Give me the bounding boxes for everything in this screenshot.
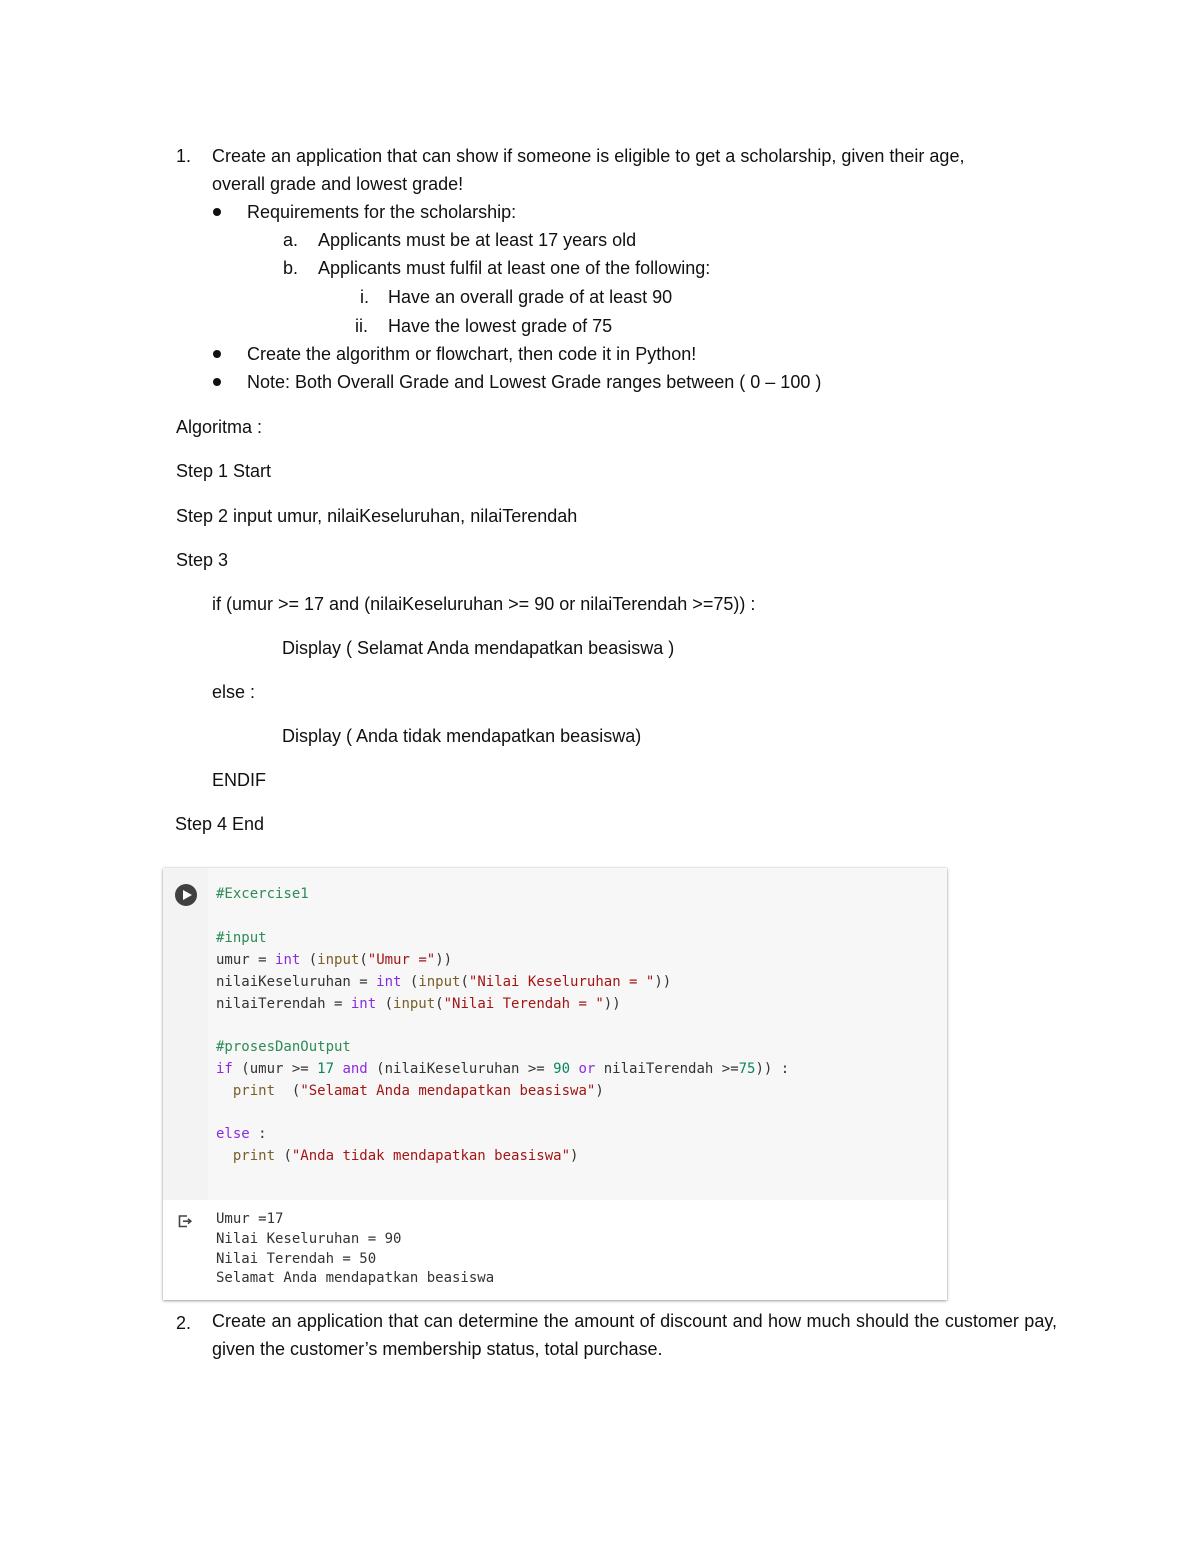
algorithm-display2: Display ( Anda tidak mendapatkan beasiswa) (282, 726, 642, 746)
q1-subsub-marker-i: i. (360, 287, 369, 307)
play-circle-icon[interactable] (175, 884, 197, 906)
code-comment-input: #input (216, 930, 267, 946)
bullet-icon (213, 208, 221, 216)
algorithm-step2: Step 2 input umur, nilaiKeseluruhan, nilaiTerendah (176, 506, 578, 526)
code-line-nilai-terendah: nilaiTerendah = int (input("Nilai Terendah = ")) (216, 996, 621, 1012)
algorithm-display1: Display ( Selamat Anda mendapatkan beasiswa ) (282, 638, 675, 658)
q1-text-line2: overall grade and lowest grade! (212, 174, 464, 194)
q1-subsub-item-i: Have an overall grade of at least 90 (388, 287, 673, 307)
q1-subsub-item-ii: Have the lowest grade of 75 (388, 316, 613, 336)
code-line-umur: umur = int (input("Umur =")) (216, 952, 453, 968)
code-line-print1: print ("Selamat Anda mendapatkan beasiswa") (216, 1083, 604, 1099)
algorithm-if-line: if (umur >= 17 and (nilaiKeseluruhan >= 90 or nilaiTerendah >=75)) : (212, 594, 756, 614)
q1-sub-marker-a: a. (283, 230, 299, 250)
output-line: Selamat Anda mendapatkan beasiswa (216, 1270, 495, 1286)
q1-bullet-requirements: Requirements for the scholarship: (247, 202, 517, 222)
q2-text: Create an application that can determine the amount of discount and how much should the customer pay, given the customer’s membership status, total purchase. (212, 1311, 1057, 1359)
q2-number: 2. (176, 1313, 192, 1333)
algorithm-step1: Step 1 Start (176, 461, 272, 481)
code-line-else: else : (216, 1126, 267, 1142)
output-line: Nilai Keseluruhan = 90 (216, 1231, 402, 1247)
bullet-icon (213, 378, 221, 386)
code-comment-exercise: #Excercise1 (216, 886, 309, 902)
output-line: Nilai Terendah = 50 (216, 1251, 377, 1267)
algorithm-heading: Algoritma : (176, 417, 263, 437)
output-line: Umur =17 (216, 1211, 284, 1227)
output-arrow-icon[interactable] (178, 1214, 192, 1228)
code-line-if: if (umur >= 17 and (nilaiKeseluruhan >= 90 or nilaiTerendah >=75)) : (216, 1061, 790, 1077)
q1-bullet-note: Note: Both Overall Grade and Lowest Grade ranges between ( 0 – 100 ) (247, 372, 822, 392)
q1-number: 1. (176, 146, 192, 166)
q1-text-line1: Create an application that can show if someone is eligible to get a scholarship, given their age, (212, 146, 965, 166)
q1-sub-item-b: Applicants must fulfil at least one of the following: (318, 258, 711, 278)
algorithm-else-line: else : (212, 682, 256, 702)
algorithm-endif: ENDIF (212, 770, 266, 790)
algorithm-step3: Step 3 (176, 550, 229, 570)
cell-gutter (163, 868, 208, 1200)
q1-subsub-marker-ii: ii. (355, 316, 368, 336)
q1-bullet-algorithm: Create the algorithm or flowchart, then code it in Python! (247, 344, 697, 364)
code-comment-proses: #prosesDanOutput (216, 1039, 351, 1055)
q1-sub-item-a: Applicants must be at least 17 years old (318, 230, 637, 250)
q1-sub-marker-b: b. (283, 258, 299, 278)
code-line-print2: print ("Anda tidak mendapatkan beasiswa") (216, 1148, 579, 1164)
algorithm-step4: Step 4 End (175, 814, 265, 834)
bullet-icon (213, 350, 221, 358)
code-line-nilai-keseluruhan: nilaiKeseluruhan = int (input("Nilai Keseluruhan = ")) (216, 974, 672, 990)
code-cell (163, 868, 947, 1300)
